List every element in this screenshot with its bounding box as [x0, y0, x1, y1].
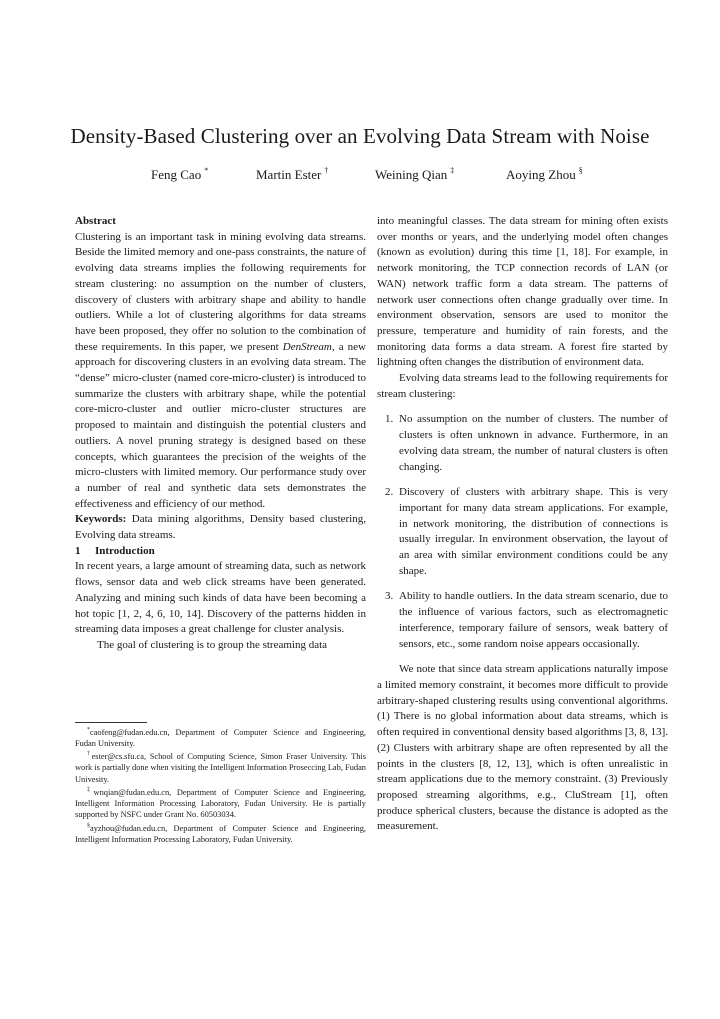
requirements-list — [377, 412, 668, 652]
list-item: 2. Discovery of clusters with arbitrary shape. This is very important for many data stream applications. For example, in network monitoring, the distribution of connections is usually irregular. In environment observation, the layout of an area with similar environment conditions could be any shape. — [385, 486, 668, 577]
footnote-martin-ester: †ester@cs.sfu.ca, School of Computing Science, Simon Fraser University. This work is partially done when visiting the Intelligent Information Proseccing Lab, Fudan Univesity. — [75, 751, 367, 784]
method-name: DenStream — [282, 340, 332, 353]
right-column — [377, 214, 668, 835]
paper-title: Density-Based Clustering over an Evolving Data Stream with Noise — [70, 124, 650, 148]
abstract-text: Clustering is an important task in mining evolving data streams. Beside the limited memory and one-pass constraints, the nature of evolving data streams implies the following requirements for stream clustering: no assumption on the number of clusters, discovery of clusters with arbitrary shape and ability to handle outliers. While a lot of clustering algorithms for data streams have been proposed, they offer no solution to the combination of these requirements. In this paper, we present DenStream, a new approach for discovering clusters in an evolving data stream. The “dense” micro-cluster (named core-micro-cluster) is introduced to summarize the clusters with arbitrary shape, while the potential core-micro-cluster and outlier micro-cluster structures are proposed to maintain and distinguish the potential clusters and outliers. A novel pruning strategy is designed based on these concepts, which guarantees the precision of the weights of the micro-clusters with limited memory. Our performance study over a number of real and synthetic data sets demonstrates the effectiveness and efficiency of our method. — [75, 230, 366, 510]
author-feng-cao: Feng Cao * — [151, 166, 209, 182]
author-list — [0, 166, 720, 186]
author-martin-ester: Martin Ester † — [256, 166, 329, 182]
right-paragraph-2: Evolving data streams lead to the following requirements for stream clustering: — [377, 372, 668, 400]
footnote-weining-qian: ‡wnqian@fudan.edu.cn, Department of Computer Science and Engineering, Intelligent Information Processing Laboratory, Fudan University. He is partially supported by NSFC under Grant No. 60503034. — [75, 787, 366, 820]
abstract-heading: Abstract — [75, 215, 116, 227]
keywords: Keywords: Data mining algorithms, Density based clustering, Evolving data streams. — [75, 513, 366, 542]
footnote-aoying-zhou: §ayzhou@fudan.edu.cn, Department of Computer Science and Engineering, Intelligent Information Processing Laboratory, Fudan University. — [75, 822, 366, 844]
footnote-rule — [75, 722, 147, 723]
left-column — [75, 214, 366, 654]
intro-paragraph-1: In recent years, a large amount of streaming data, such as network flows, sensor data and web click streams have been generated. Analyzing and mining such kinds of data have been becoming a hot topic [1, 2, 4, 6, 10, 14]. Discovery of the patterns hidden in streaming data imposes a great challenge for cluster analysis. — [75, 560, 366, 636]
footnote-feng-cao: *caofeng@fudan.edu.cn, Department of Computer Science and Engineering, Fudan University. — [75, 727, 366, 749]
section-heading-introduction: 1 Introduction — [75, 544, 155, 557]
intro-paragraph-2: The goal of clustering is to group the streaming data — [97, 638, 328, 651]
footnotes — [75, 722, 366, 845]
right-paragraph-3: We note that since data stream applications naturally impose a limited memory constraint, it becomes more difficult to provide arbitrary-shaped clustering results using conventional algorithms. (1) There is no global information about data streams, which is often required in conventional density based algorithms [3, 8, 13]. (2) Clusters with arbitrary shape are often represented by all the points in the clusters [8, 12, 13], which is often unrealistic in stream applications due to the memory constraint. (3) Previously proposed streaming algorithms, e.g., CluStream [1], often produce spherical clusters, because the distance is adopted as the measurement. — [377, 663, 668, 833]
author-weining-qian: Weining Qian ‡ — [375, 166, 455, 182]
list-item: 3. Ability to handle outliers. In the data stream scenario, due to the influence of various factors, such as electromagnetic interference, temporary failure of sensors, weak battery of sensors, etc., some random noise appears occasionally. — [385, 590, 668, 650]
list-item: 1. No assumption on the number of clusters. The number of clusters is often unknown in advance. Furthermore, in an evolving data stream, the number of natural clusters is often changing. — [385, 413, 668, 473]
author-aoying-zhou: Aoying Zhou § — [506, 166, 583, 182]
right-paragraph-1: into meaningful classes. The data stream for mining often exists over months or years, and the underlying model often changes (known as evolution) during this time [1, 18]. For example, in network monitoring, the TCP connection records of LAN (or WAN) network traffic form a data stream. The patterns of network user connections often change gradually over time. In environment observation, sensors are used to monitor the pressure, temperature and humidity of rain forests, and the monitoring data forms a data stream. A forest fire started by lightning often changes the distribution of environment data. — [377, 215, 668, 369]
